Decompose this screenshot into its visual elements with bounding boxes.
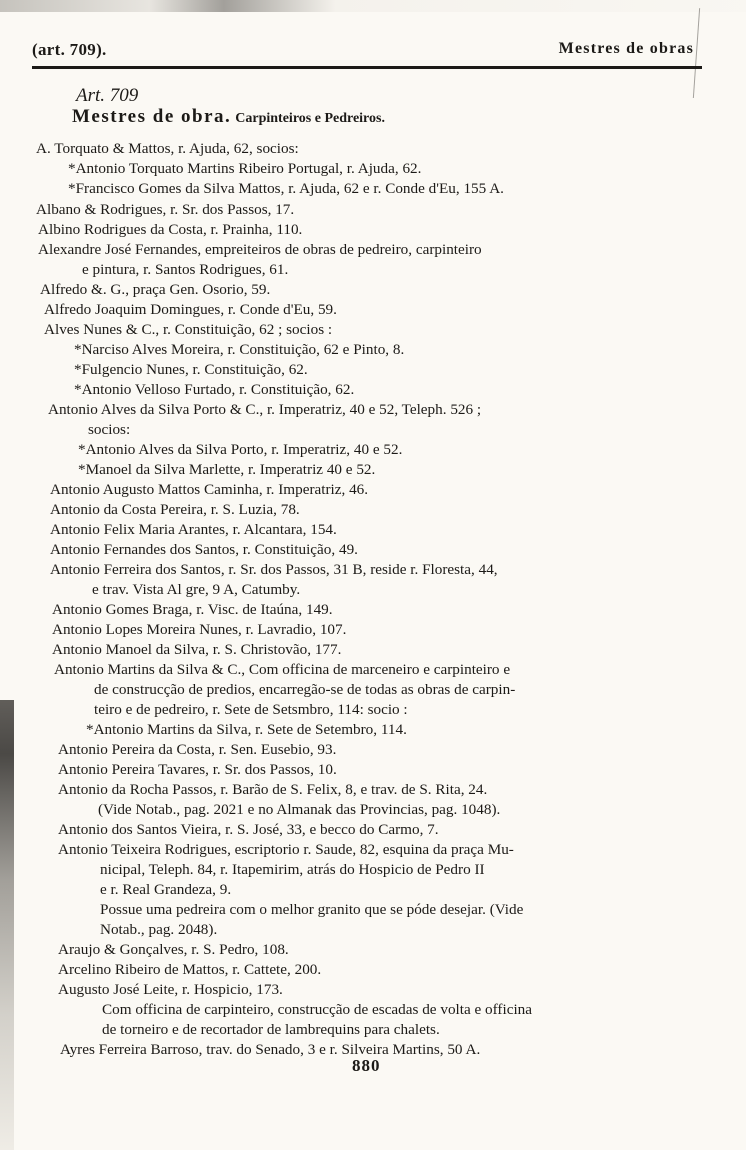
entry-line: Antonio Gomes Braga, r. Visc. de Itaúna, 149.: [52, 601, 333, 618]
entry-line: Antonio Alves da Silva Porto & C., r. Imperatriz, 40 e 52, Teleph. 526 ;: [48, 401, 482, 418]
entry-line: Alexandre José Fernandes, empreiteiros de obras de pedreiro, carpinteiro: [38, 241, 482, 258]
entry-line: Augusto José Leite, r. Hospicio, 173.: [58, 981, 283, 998]
entry-line: *Antonio Alves da Silva Porto, r. Imperatriz, 40 e 52.: [78, 441, 403, 458]
section-title: Mestres de obra.: [72, 106, 232, 127]
entry-line: Antonio Manoel da Silva, r. S. Christovão, 177.: [52, 641, 342, 658]
entry-line: socios:: [88, 421, 131, 438]
entry-line: de torneiro e de recortador de lambrequins para chalets.: [102, 1021, 440, 1038]
entry-line: Antonio Ferreira dos Santos, r. Sr. dos Passos, 31 B, reside r. Floresta, 44,: [50, 561, 498, 578]
entry-line: Antonio Pereira Tavares, r. Sr. dos Passos, 10.: [58, 761, 337, 778]
entry-line: *Antonio Velloso Furtado, r. Constituição, 62.: [74, 381, 355, 398]
entry-line: Notab., pag. 2048).: [100, 921, 218, 938]
entry-line: de construcção de predios, encarregão-se de todas as obras de carpin-: [94, 681, 516, 698]
entry-line: Antonio da Costa Pereira, r. S. Luzia, 78.: [50, 501, 300, 518]
entry-line: Antonio Teixeira Rodrigues, escriptorio r. Saude, 82, esquina da praça Mu-: [58, 841, 514, 858]
entry-line: Antonio Martins da Silva & C., Com officina de marceneiro e carpinteiro e: [54, 661, 511, 678]
entry-line: Ayres Ferreira Barroso, trav. do Senado, 3 e r. Silveira Martins, 50 A.: [60, 1041, 481, 1058]
entry-line: Araujo & Gonçalves, r. S. Pedro, 108.: [58, 941, 289, 958]
entry-line: (Vide Notab., pag. 2021 e no Almanak das Provincias, pag. 1048).: [98, 801, 501, 818]
entry-line: Antonio Pereira da Costa, r. Sen. Eusebio, 93.: [58, 741, 337, 758]
entry-line: *Francisco Gomes da Silva Mattos, r. Ajuda, 62 e r. Conde d'Eu, 155 A.: [68, 180, 504, 197]
entry-line: e pintura, r. Santos Rodrigues, 61.: [82, 261, 289, 278]
entry-line: *Narciso Alves Moreira, r. Constituição, 62 e Pinto, 8.: [74, 341, 405, 358]
section-heading: [72, 106, 385, 128]
scan-edge-top: [0, 0, 746, 12]
entry-line: teiro e de pedreiro, r. Sete de Setsmbro, 114: socio :: [94, 701, 408, 718]
entry-line: Antonio Lopes Moreira Nunes, r. Lavradio, 107.: [52, 621, 347, 638]
entry-line: e r. Real Grandeza, 9.: [100, 881, 232, 898]
entry-line: Antonio Felix Maria Arantes, r. Alcantara, 154.: [50, 521, 337, 538]
entry-line: *Fulgencio Nunes, r. Constituição, 62.: [74, 361, 308, 378]
entry-line: Arcelino Ribeiro de Mattos, r. Cattete, 200.: [58, 961, 322, 978]
scan-edge-left: [0, 700, 14, 1150]
entry-line: nicipal, Teleph. 84, r. Itapemirim, atrás do Hospicio de Pedro II: [100, 861, 485, 878]
entry-line: Antonio Fernandes dos Santos, r. Constituição, 49.: [50, 541, 358, 558]
entry-line: A. Torquato & Mattos, r. Ajuda, 62, socios:: [36, 140, 299, 157]
entry-line: *Antonio Martins da Silva, r. Sete de Setembro, 114.: [86, 721, 407, 738]
entry-line: Albino Rodrigues da Costa, r. Prainha, 110.: [38, 221, 303, 238]
entry-line: Antonio Augusto Mattos Caminha, r. Imperatriz, 46.: [50, 481, 369, 498]
entry-line: Albano & Rodrigues, r. Sr. dos Passos, 17.: [36, 201, 295, 218]
entry-line: Alfredo &. G., praça Gen. Osorio, 59.: [40, 281, 271, 298]
entry-line: Alfredo Joaquim Domingues, r. Conde d'Eu, 59.: [44, 301, 337, 318]
entry-line: Alves Nunes & C., r. Constituição, 62 ; socios :: [44, 321, 333, 338]
entry-line: *Manoel da Silva Marlette, r. Imperatriz 40 e 52.: [78, 461, 376, 478]
running-header: [32, 40, 704, 66]
header-article-ref: (art. 709).: [32, 40, 107, 59]
page-number: 880: [352, 1056, 381, 1075]
section-subtitle: Carpinteiros e Pedreiros.: [235, 111, 385, 126]
entry-line: Antonio dos Santos Vieira, r. S. José, 33, e becco do Carmo, 7.: [58, 821, 439, 838]
entry-line: Com officina de carpinteiro, construcção de escadas de volta e officina: [102, 1001, 532, 1018]
entry-line: e trav. Vista Al gre, 9 A, Catumby.: [92, 581, 301, 598]
header-rule: [32, 66, 702, 69]
article-label: Art. 709: [76, 85, 139, 106]
entry-line: *Antonio Torquato Martins Ribeiro Portugal, r. Ajuda, 62.: [68, 160, 422, 177]
header-section-title: Mestres de obras: [558, 40, 694, 57]
entry-line: Possue uma pedreira com o melhor granito que se póde desejar. (Vide: [100, 901, 524, 918]
entry-line: Antonio da Rocha Passos, r. Barão de S. Felix, 8, e trav. de S. Rita, 24.: [58, 781, 488, 798]
